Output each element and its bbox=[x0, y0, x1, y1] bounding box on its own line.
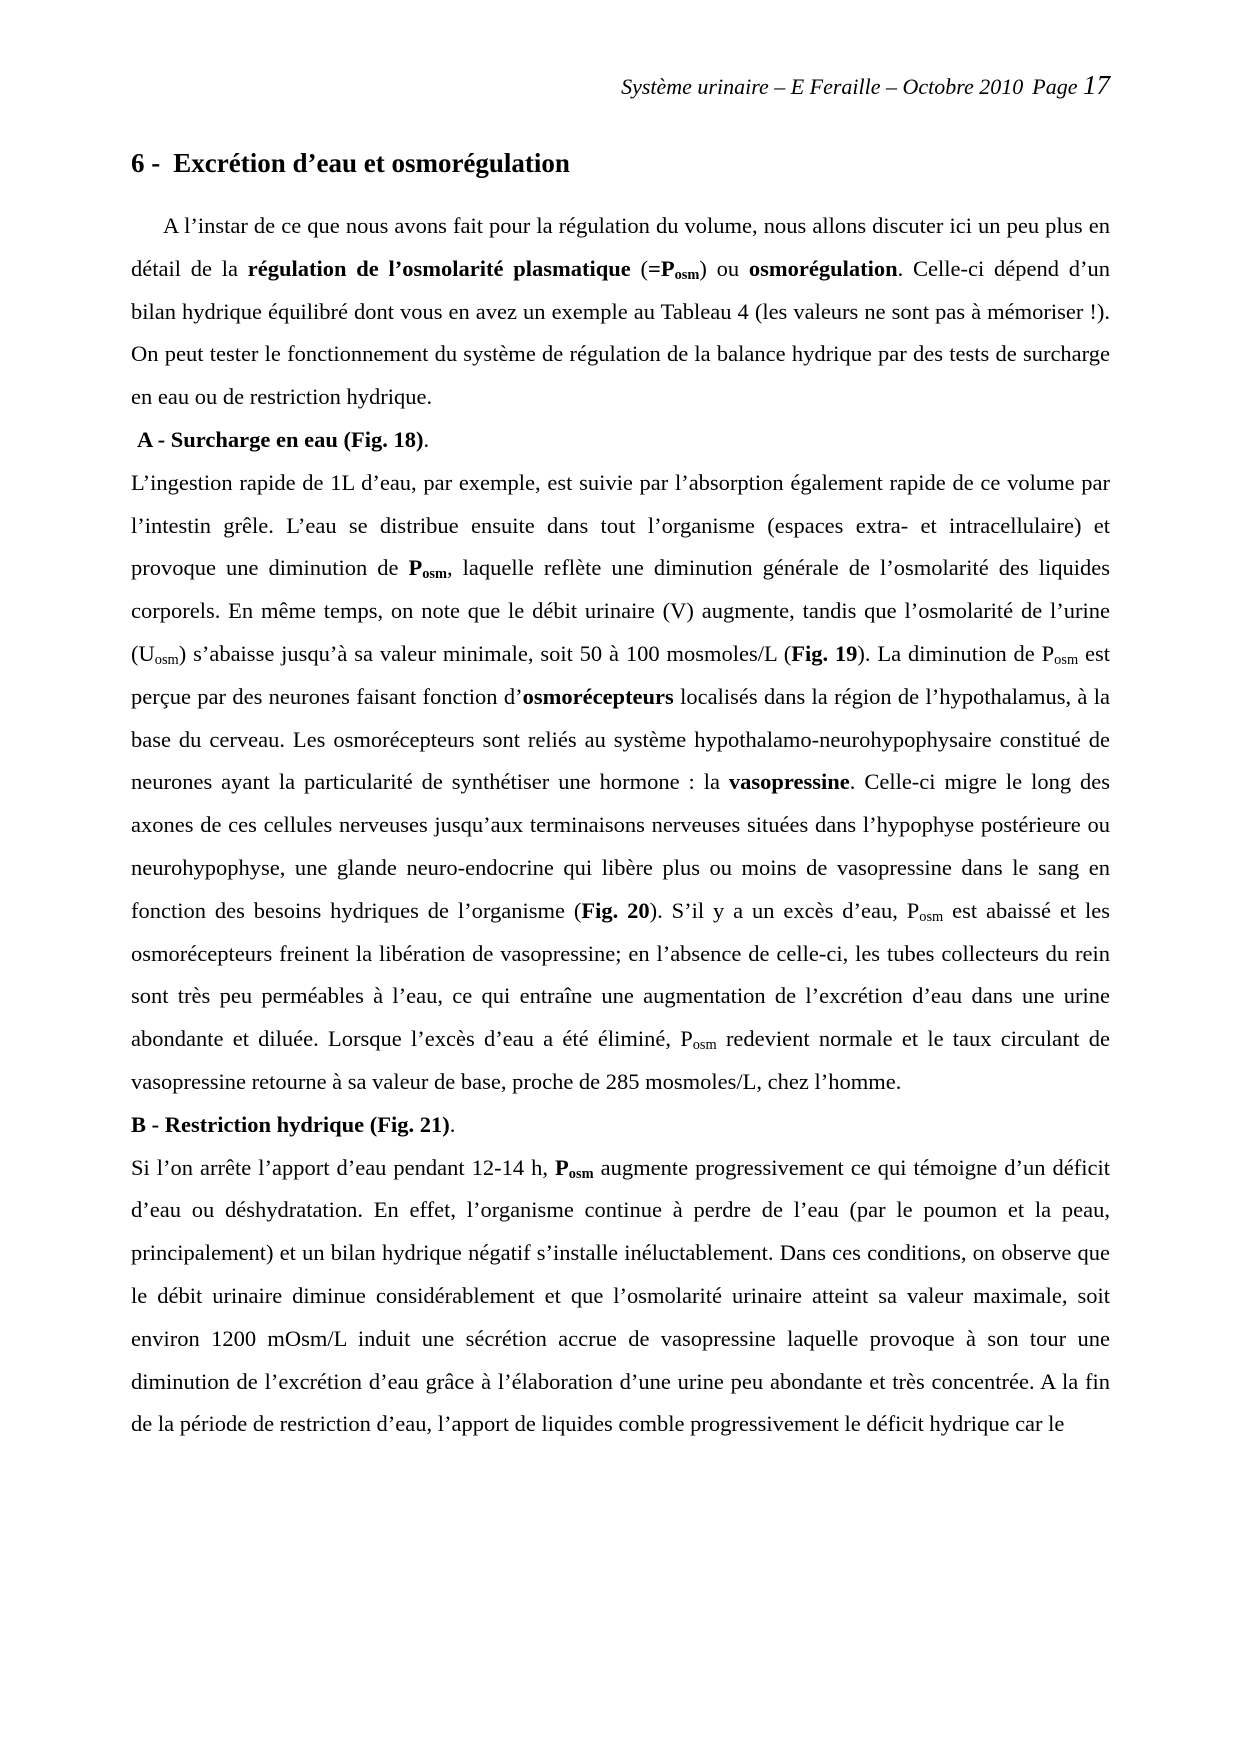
subheading-b: B - Restriction hydrique (Fig. 21). bbox=[131, 1111, 456, 1137]
section-number: 6 - bbox=[131, 148, 161, 178]
water-load-paragraph: L’ingestion rapide de 1L d’eau, par exemple, est suivie par l’absorption également rapide de ce volume par l’intestin grêle. L’eau se distribue ensuite dans tout l’organisme (espaces extra- et intracellulaire) et provoque une diminution de $P_{osm}$, laquelle reflète une diminution générale de l’osmolarité des liquides corporels. En même temps, on note que le débit urinaire (V) augmente, tandis que l’osmolarité de l’urine $(U_{osm})$ s’abaisse jusqu’à sa valeur minimale, soit 50 à 100 mosmoles/L (Fig. 19). La diminution de $P_{osm}$ est perçue par des neurones faisant fonction d’osmorécepteurs localisés dans la région de l’hypothalamus, à la base du cerveau. Les osmorécepteurs sont reliés au système hypothalamo-neurohypophysaire constitué de neurones ayant la particularité de synthétiser une hormone : la vasopressine. Celle-ci migre le long des axones de ces cellules nerveuses jusqu’aux terminaisons nerveuses situées dans l’hypophyse postérieure ou neurohypophyse, une glande neuro-endocrine qui libère plus ou moins de vasopressine dans le sang en fonction des besoins hydriques de l’organisme (Fig. 20). S’il y a un excès d’eau, $P_{osm}$ est abaissé et les osmorécepteurs freinent la libération de vasopressine; en l’absence de celle-ci, les tubes collecteurs du rein sont très peu perméables à l’eau, ce qui entraîne une augmentation de l’excrétion d’eau dans une urine abondante et diluée. Lorsque l’excès d’eau a été éliminé, $P_{osm}$ redevient normale et le taux circulant de vasopressine retourne à sa valeur de base, proche de 285 mosmoles/L, chez l’homme. bbox=[131, 469, 1110, 1094]
section-title bbox=[131, 146, 1110, 180]
intro-paragraph: A l’instar de ce que nous avons fait pour la régulation du volume, nous allons discuter ici un peu plus en détail de la régulation de l’osmolarité plasmatique $(=P_{osm})$ ou osmorégulation. Celle-ci dépend d’un bilan hydrique équilibré dont vous en avez un exemple au Tableau 4 (les valeurs ne sont pas à mémoriser !). On peut tester le fonctionnement du système de régulation de la balance hydrique par des tests de surcharge en eau ou de restriction hydrique. bbox=[131, 213, 1110, 410]
header-page-number: 17 bbox=[1083, 70, 1110, 100]
header-page-label: Page bbox=[1032, 74, 1078, 99]
page-header bbox=[131, 72, 1110, 100]
section-title-text: Excrétion d’eau et osmorégulation bbox=[173, 148, 570, 178]
header-running-title: Système urinaire – E Feraille – Octobre 2010 bbox=[621, 74, 1024, 99]
page-body bbox=[131, 205, 1110, 1446]
subheading-a: A - Surcharge en eau (Fig. 18). bbox=[137, 426, 430, 452]
water-restriction-paragraph: Si l’on arrête l’apport d’eau pendant 12-14 h, $P_{osm}$ augmente progressivement ce qui témoigne d’un déficit d’eau ou déshydratation. En effet, l’organisme continue à perdre de l’eau (par le poumon et la peau, principalement) et un bilan hydrique négatif s’installe inéluctablement. Dans ces conditions, on observe que le débit urinaire diminue considérablement et que l’osmolarité urinaire atteint sa valeur maximale, soit environ 1200 mOsm/L induit une sécrétion accrue de vasopressine laquelle provoque à son tour une diminution de l’excrétion d’eau grâce à l’élaboration d’une urine peu abondante et très concentrée. A la fin de la période de restriction d’eau, l’apport de liquides comble progressivement le déficit hydrique car le bbox=[131, 1154, 1110, 1437]
